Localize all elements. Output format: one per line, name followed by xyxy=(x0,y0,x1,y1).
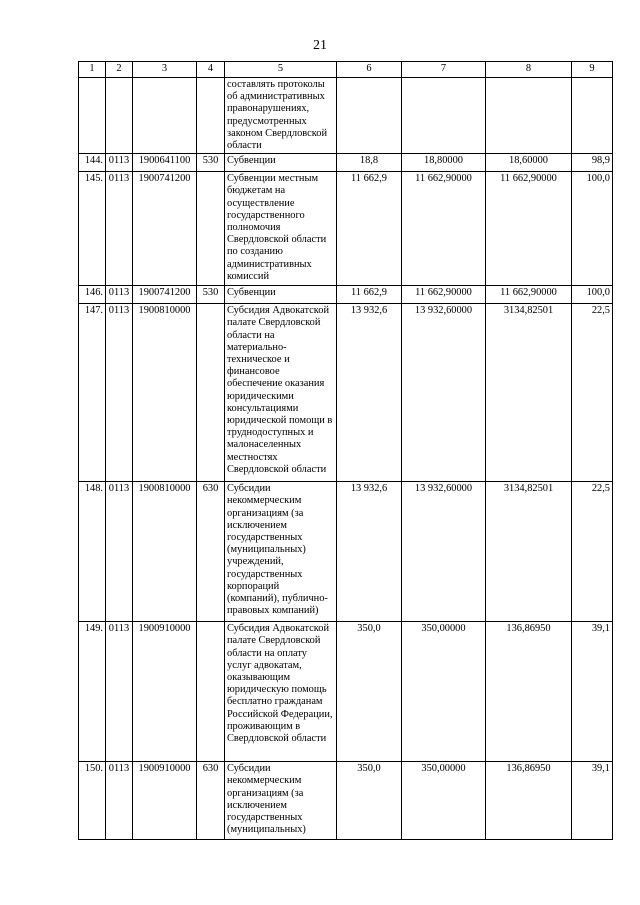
section-code: 0113 xyxy=(106,286,133,304)
column-header: 5 xyxy=(225,62,337,78)
section-code: 0113 xyxy=(106,154,133,172)
expense-type-code: 630 xyxy=(197,482,225,622)
table-row xyxy=(79,762,613,840)
target-item-code: 1900741200 xyxy=(133,286,197,304)
table-header-row xyxy=(79,62,613,78)
planned-amount: 13 932,60000 xyxy=(402,304,486,482)
table-row xyxy=(79,304,613,482)
executed-amount: 3134,82501 xyxy=(486,304,572,482)
planned-amount: 350,00000 xyxy=(402,622,486,762)
column-header: 8 xyxy=(486,62,572,78)
column-header: 2 xyxy=(106,62,133,78)
execution-percent: 22,5 xyxy=(572,304,613,482)
item-name: Субвенции xyxy=(225,154,337,172)
target-item-code: 1900910000 xyxy=(133,622,197,762)
executed-amount xyxy=(486,78,572,154)
executed-amount: 11 662,90000 xyxy=(486,286,572,304)
executed-amount: 136,86950 xyxy=(486,622,572,762)
row-number xyxy=(79,78,106,154)
budget-execution-table xyxy=(78,61,613,840)
row-number: 150. xyxy=(79,762,106,840)
planned-amount: 18,80000 xyxy=(402,154,486,172)
table-row xyxy=(79,286,613,304)
planned-amount: 350,00000 xyxy=(402,762,486,840)
planned-amount xyxy=(402,78,486,154)
table-row xyxy=(79,622,613,762)
execution-percent: 100,0 xyxy=(572,172,613,286)
executed-amount: 18,60000 xyxy=(486,154,572,172)
row-number: 144. xyxy=(79,154,106,172)
approved-amount: 13 932,6 xyxy=(337,482,402,622)
column-header: 1 xyxy=(79,62,106,78)
table-row xyxy=(79,154,613,172)
section-code xyxy=(106,78,133,154)
section-code: 0113 xyxy=(106,762,133,840)
approved-amount: 350,0 xyxy=(337,622,402,762)
item-name: составлять протоколы об административных правонарушениях, предусмотренных законом Свердловской области xyxy=(225,78,337,154)
row-number: 149. xyxy=(79,622,106,762)
approved-amount: 18,8 xyxy=(337,154,402,172)
execution-percent xyxy=(572,78,613,154)
column-header: 6 xyxy=(337,62,402,78)
item-name: Субвенции xyxy=(225,286,337,304)
item-name: Субсидия Адвокатской палате Свердловской области на материально-техническое и финансовое обеспечение оказания юридическими консультациями юридической помощи в труднодоступных и малонаселенных местностях Свердловской области xyxy=(225,304,337,482)
executed-amount: 136,86950 xyxy=(486,762,572,840)
target-item-code: 1900910000 xyxy=(133,762,197,840)
section-code: 0113 xyxy=(106,304,133,482)
expense-type-code xyxy=(197,622,225,762)
approved-amount: 11 662,9 xyxy=(337,286,402,304)
executed-amount: 11 662,90000 xyxy=(486,172,572,286)
expense-type-code: 530 xyxy=(197,286,225,304)
item-name: Субсидия Адвокатской палате Свердловской области на оплату услуг адвокатам, оказывающим юридическую помощь бесплатно гражданам Российской Федерации, проживающим в Свердловской области xyxy=(225,622,337,762)
row-number: 145. xyxy=(79,172,106,286)
row-number: 146. xyxy=(79,286,106,304)
executed-amount: 3134,82501 xyxy=(486,482,572,622)
expense-type-code xyxy=(197,78,225,154)
approved-amount: 350,0 xyxy=(337,762,402,840)
planned-amount: 11 662,90000 xyxy=(402,172,486,286)
target-item-code: 1900810000 xyxy=(133,304,197,482)
execution-percent: 39,1 xyxy=(572,622,613,762)
approved-amount: 13 932,6 xyxy=(337,304,402,482)
section-code: 0113 xyxy=(106,172,133,286)
expense-type-code: 630 xyxy=(197,762,225,840)
table-row xyxy=(79,482,613,622)
execution-percent: 98,9 xyxy=(572,154,613,172)
approved-amount xyxy=(337,78,402,154)
item-name: Субсидии некоммерческим организациям (за исключением государственных (муниципальных) xyxy=(225,762,337,840)
column-header: 3 xyxy=(133,62,197,78)
table-row xyxy=(79,78,613,154)
item-name: Субвенции местным бюджетам на осуществление государственного полномочия Свердловской области по созданию административных комиссий xyxy=(225,172,337,286)
target-item-code: 1900810000 xyxy=(133,482,197,622)
expense-type-code xyxy=(197,172,225,286)
section-code: 0113 xyxy=(106,482,133,622)
execution-percent: 100,0 xyxy=(572,286,613,304)
execution-percent: 22,5 xyxy=(572,482,613,622)
target-item-code: 1900641100 xyxy=(133,154,197,172)
section-code: 0113 xyxy=(106,622,133,762)
column-header: 9 xyxy=(572,62,613,78)
expense-type-code: 530 xyxy=(197,154,225,172)
planned-amount: 11 662,90000 xyxy=(402,286,486,304)
row-number: 147. xyxy=(79,304,106,482)
target-item-code xyxy=(133,78,197,154)
page-number: 21 xyxy=(313,38,327,53)
item-name: Субсидии некоммерческим организациям (за исключением государственных (муниципальных) учреждений, государственных корпораций (компаний), публично-правовых компаний) xyxy=(225,482,337,622)
planned-amount: 13 932,60000 xyxy=(402,482,486,622)
expense-type-code xyxy=(197,304,225,482)
approved-amount: 11 662,9 xyxy=(337,172,402,286)
target-item-code: 1900741200 xyxy=(133,172,197,286)
column-header: 4 xyxy=(197,62,225,78)
execution-percent: 39,1 xyxy=(572,762,613,840)
row-number: 148. xyxy=(79,482,106,622)
column-header: 7 xyxy=(402,62,486,78)
table-row xyxy=(79,172,613,286)
